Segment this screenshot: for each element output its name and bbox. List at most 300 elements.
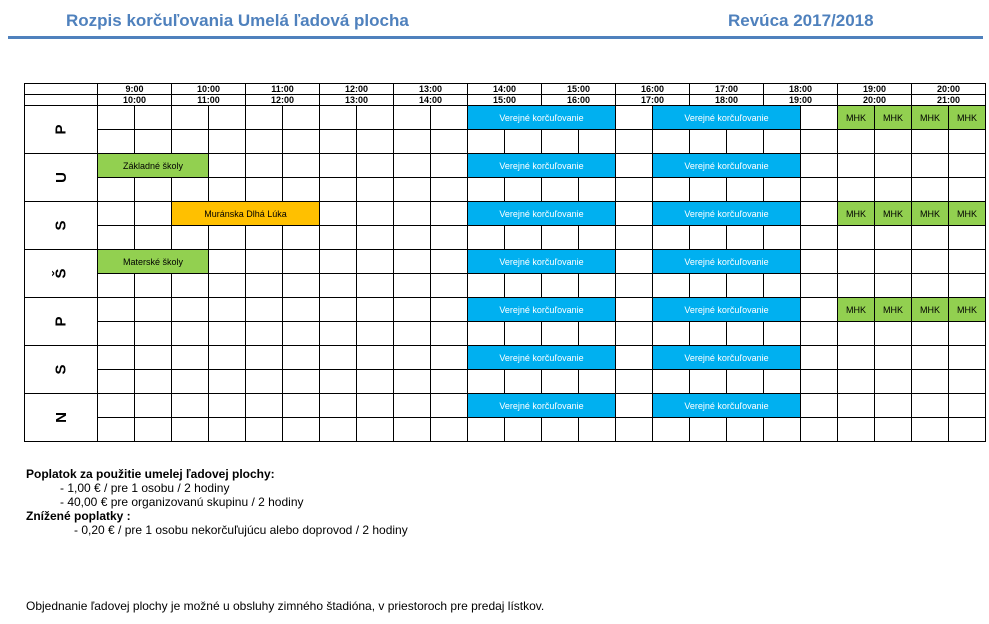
empty-slot [209, 154, 246, 178]
empty-slot [283, 346, 320, 370]
fee-item: - 40,00 € pre organizovanú skupinu / 2 hodiny [60, 495, 304, 509]
empty-slot [246, 154, 283, 178]
empty-slot [801, 178, 838, 202]
empty-slot [801, 274, 838, 298]
empty-slot [246, 130, 283, 154]
day-label-cell [25, 394, 98, 442]
empty-slot [616, 370, 653, 394]
empty-slot [172, 226, 209, 250]
empty-slot [135, 346, 172, 370]
empty-slot [579, 322, 616, 346]
empty-slot [283, 250, 320, 274]
day-subrow [25, 370, 986, 394]
time-end-label: 11:00 [172, 95, 246, 106]
empty-slot [505, 322, 542, 346]
public-skating-block: Verejné korčuľovanie [653, 106, 801, 130]
empty-slot [838, 130, 875, 154]
empty-slot [357, 250, 394, 274]
empty-slot [172, 130, 209, 154]
reduced-heading: Znížené poplatky : [26, 509, 131, 523]
empty-slot [209, 274, 246, 298]
empty-slot [283, 154, 320, 178]
empty-slot [394, 322, 431, 346]
time-start-label: 20:00 [912, 84, 986, 95]
empty-slot [616, 250, 653, 274]
empty-slot [209, 418, 246, 442]
time-end-label: 10:00 [98, 95, 172, 106]
time-end-label: 19:00 [764, 95, 838, 106]
empty-slot [172, 370, 209, 394]
empty-slot [172, 418, 209, 442]
time-start-row [25, 84, 986, 95]
empty-slot [616, 394, 653, 418]
empty-slot [727, 178, 764, 202]
empty-slot [727, 322, 764, 346]
empty-slot [468, 178, 505, 202]
empty-slot [838, 346, 875, 370]
empty-slot [912, 322, 949, 346]
empty-slot [727, 274, 764, 298]
empty-slot [616, 418, 653, 442]
time-end-label: 13:00 [320, 95, 394, 106]
empty-slot [98, 394, 135, 418]
empty-slot [579, 370, 616, 394]
empty-slot [838, 322, 875, 346]
empty-slot [357, 154, 394, 178]
empty-slot [209, 178, 246, 202]
empty-slot [320, 322, 357, 346]
schedule-table [24, 83, 986, 442]
empty-slot [320, 394, 357, 418]
time-end-label: 14:00 [394, 95, 468, 106]
empty-slot [320, 250, 357, 274]
fee-notes [26, 467, 408, 537]
empty-slot [579, 418, 616, 442]
day-subrow [25, 178, 986, 202]
empty-slot [135, 370, 172, 394]
empty-slot [875, 250, 912, 274]
empty-slot [172, 346, 209, 370]
reduced-fee-item: - 0,20 € / pre 1 osobu nekorčuľujúcu alebo doprovod / 2 hodiny [74, 523, 408, 537]
empty-slot [431, 178, 468, 202]
empty-slot [542, 418, 579, 442]
empty-slot [357, 178, 394, 202]
fee-item: - 1,00 € / pre 1 osobu / 2 hodiny [60, 481, 230, 495]
empty-slot [801, 154, 838, 178]
empty-slot [394, 370, 431, 394]
empty-slot [505, 418, 542, 442]
empty-slot [468, 322, 505, 346]
empty-slot [801, 322, 838, 346]
empty-slot [949, 154, 986, 178]
empty-slot [209, 346, 246, 370]
empty-slot [949, 394, 986, 418]
empty-slot [283, 394, 320, 418]
public-skating-block: Verejné korčuľovanie [653, 250, 801, 274]
empty-slot [172, 106, 209, 130]
empty-slot [505, 130, 542, 154]
empty-slot [357, 130, 394, 154]
day-subrow [25, 322, 986, 346]
day-label-cell [25, 250, 98, 298]
public-skating-block: Verejné korčuľovanie [468, 250, 616, 274]
kindergartens-block: Materské školy [98, 250, 209, 274]
empty-slot [246, 178, 283, 202]
empty-slot [727, 130, 764, 154]
empty-slot [653, 130, 690, 154]
empty-slot [246, 226, 283, 250]
empty-slot [505, 226, 542, 250]
mhk-block: MHK [949, 202, 986, 226]
elementary-schools-block: Základné školy [98, 154, 209, 178]
public-skating-block: Verejné korčuľovanie [468, 394, 616, 418]
empty-slot [912, 394, 949, 418]
mhk-block: MHK [875, 298, 912, 322]
empty-slot [98, 322, 135, 346]
empty-slot [838, 370, 875, 394]
empty-slot [209, 250, 246, 274]
mhk-block: MHK [838, 202, 875, 226]
mhk-block: MHK [838, 106, 875, 130]
empty-slot [394, 394, 431, 418]
public-skating-block: Verejné korčuľovanie [653, 298, 801, 322]
empty-slot [431, 250, 468, 274]
day-subrow [25, 274, 986, 298]
mhk-block: MHK [912, 202, 949, 226]
day-label: S [52, 220, 70, 231]
time-end-label: 15:00 [468, 95, 542, 106]
empty-slot [949, 178, 986, 202]
empty-slot [653, 178, 690, 202]
day-label-cell [25, 106, 98, 154]
fee-heading: Poplatok za použitie umelej ľadovej plochy: [26, 467, 275, 481]
day-row [25, 346, 986, 370]
empty-slot [616, 154, 653, 178]
empty-slot [172, 322, 209, 346]
empty-slot [98, 106, 135, 130]
empty-slot [320, 154, 357, 178]
empty-slot [764, 418, 801, 442]
empty-slot [949, 250, 986, 274]
empty-slot [431, 154, 468, 178]
empty-slot [468, 274, 505, 298]
empty-slot [616, 130, 653, 154]
empty-slot [357, 370, 394, 394]
empty-slot [875, 322, 912, 346]
time-start-label: 16:00 [616, 84, 690, 95]
page-title: Rozpis korčuľovania Umelá ľadová plocha [66, 11, 409, 30]
time-start-label: 18:00 [764, 84, 838, 95]
time-end-label: 20:00 [838, 95, 912, 106]
empty-slot [357, 298, 394, 322]
empty-slot [135, 130, 172, 154]
empty-slot [468, 130, 505, 154]
empty-slot [690, 322, 727, 346]
empty-slot [283, 298, 320, 322]
day-row [25, 250, 986, 274]
empty-slot [320, 346, 357, 370]
empty-slot [653, 226, 690, 250]
empty-slot [875, 394, 912, 418]
empty-slot [912, 154, 949, 178]
day-subrow [25, 226, 986, 250]
empty-slot [949, 418, 986, 442]
empty-slot [135, 298, 172, 322]
empty-slot [431, 130, 468, 154]
empty-slot [283, 226, 320, 250]
empty-slot [912, 178, 949, 202]
empty-slot [98, 298, 135, 322]
empty-slot [690, 370, 727, 394]
time-end-row [25, 95, 986, 106]
empty-slot [616, 346, 653, 370]
time-start-label: 15:00 [542, 84, 616, 95]
empty-slot [838, 154, 875, 178]
empty-slot [320, 130, 357, 154]
empty-slot [394, 250, 431, 274]
mhk-block: MHK [838, 298, 875, 322]
empty-slot [801, 106, 838, 130]
empty-slot [431, 370, 468, 394]
empty-slot [246, 394, 283, 418]
empty-slot [579, 130, 616, 154]
empty-slot [690, 178, 727, 202]
empty-slot [764, 370, 801, 394]
empty-slot [394, 298, 431, 322]
empty-slot [246, 322, 283, 346]
empty-slot [542, 370, 579, 394]
empty-slot [394, 226, 431, 250]
empty-slot [912, 346, 949, 370]
empty-slot [838, 226, 875, 250]
empty-slot [616, 322, 653, 346]
day-subrow [25, 130, 986, 154]
empty-slot [431, 346, 468, 370]
empty-slot [875, 154, 912, 178]
muranska-dlha-luka-block: Muránska Dlhá Lúka [172, 202, 320, 226]
day-label: S [52, 364, 70, 375]
empty-slot [838, 250, 875, 274]
day-label: N [52, 412, 70, 423]
time-start-label: 17:00 [690, 84, 764, 95]
empty-slot [394, 178, 431, 202]
empty-slot [616, 298, 653, 322]
empty-slot [764, 274, 801, 298]
empty-slot [320, 202, 357, 226]
empty-slot [320, 298, 357, 322]
empty-slot [801, 226, 838, 250]
empty-slot [98, 418, 135, 442]
empty-slot [320, 106, 357, 130]
empty-slot [801, 370, 838, 394]
time-start-label: 13:00 [394, 84, 468, 95]
empty-slot [949, 322, 986, 346]
empty-slot [653, 322, 690, 346]
empty-slot [209, 394, 246, 418]
empty-slot [801, 394, 838, 418]
empty-slot [542, 322, 579, 346]
empty-slot [912, 250, 949, 274]
empty-slot [283, 130, 320, 154]
empty-slot [616, 106, 653, 130]
corner-cell [25, 95, 98, 106]
time-end-label: 21:00 [912, 95, 986, 106]
empty-slot [135, 202, 172, 226]
page-header [8, 8, 983, 39]
empty-slot [912, 418, 949, 442]
empty-slot [653, 274, 690, 298]
empty-slot [949, 130, 986, 154]
empty-slot [394, 106, 431, 130]
empty-slot [357, 394, 394, 418]
public-skating-block: Verejné korčuľovanie [653, 202, 801, 226]
empty-slot [542, 274, 579, 298]
empty-slot [431, 106, 468, 130]
day-label-cell [25, 298, 98, 346]
empty-slot [246, 370, 283, 394]
day-label: U [52, 172, 70, 183]
public-skating-block: Verejné korčuľovanie [468, 202, 616, 226]
empty-slot [875, 346, 912, 370]
empty-slot [764, 178, 801, 202]
empty-slot [616, 202, 653, 226]
empty-slot [135, 274, 172, 298]
empty-slot [801, 346, 838, 370]
empty-slot [912, 370, 949, 394]
empty-slot [357, 274, 394, 298]
time-start-label: 19:00 [838, 84, 912, 95]
time-end-label: 12:00 [246, 95, 320, 106]
empty-slot [468, 418, 505, 442]
empty-slot [616, 178, 653, 202]
empty-slot [690, 274, 727, 298]
empty-slot [431, 418, 468, 442]
corner-cell [25, 84, 98, 95]
empty-slot [394, 274, 431, 298]
empty-slot [394, 154, 431, 178]
empty-slot [949, 370, 986, 394]
empty-slot [357, 106, 394, 130]
empty-slot [431, 298, 468, 322]
empty-slot [912, 274, 949, 298]
public-skating-block: Verejné korčuľovanie [468, 154, 616, 178]
empty-slot [801, 418, 838, 442]
empty-slot [209, 130, 246, 154]
empty-slot [468, 370, 505, 394]
empty-slot [801, 130, 838, 154]
empty-slot [431, 202, 468, 226]
empty-slot [246, 274, 283, 298]
empty-slot [690, 226, 727, 250]
place-season: Revúca 2017/2018 [728, 11, 874, 30]
empty-slot [838, 418, 875, 442]
empty-slot [209, 106, 246, 130]
mhk-block: MHK [949, 298, 986, 322]
empty-slot [246, 418, 283, 442]
empty-slot [690, 418, 727, 442]
empty-slot [172, 298, 209, 322]
day-row [25, 154, 986, 178]
empty-slot [690, 130, 727, 154]
day-row [25, 394, 986, 418]
empty-slot [283, 370, 320, 394]
empty-slot [912, 130, 949, 154]
empty-slot [135, 226, 172, 250]
empty-slot [283, 322, 320, 346]
empty-slot [949, 346, 986, 370]
time-start-label: 10:00 [172, 84, 246, 95]
day-label-cell [25, 346, 98, 394]
empty-slot [875, 274, 912, 298]
empty-slot [431, 226, 468, 250]
day-subrow [25, 418, 986, 442]
empty-slot [98, 346, 135, 370]
empty-slot [394, 346, 431, 370]
empty-slot [431, 394, 468, 418]
empty-slot [320, 418, 357, 442]
empty-slot [616, 274, 653, 298]
empty-slot [505, 178, 542, 202]
mhk-block: MHK [875, 106, 912, 130]
booking-note: Objednanie ľadovej plochy je možné u obsluhy zimného štadióna, v priestoroch pre predaj lístkov. [26, 599, 545, 613]
public-skating-block: Verejné korčuľovanie [653, 154, 801, 178]
empty-slot [209, 322, 246, 346]
empty-slot [357, 418, 394, 442]
empty-slot [246, 298, 283, 322]
empty-slot [764, 226, 801, 250]
empty-slot [764, 322, 801, 346]
time-start-label: 11:00 [246, 84, 320, 95]
time-start-label: 14:00 [468, 84, 542, 95]
public-skating-block: Verejné korčuľovanie [468, 106, 616, 130]
empty-slot [209, 370, 246, 394]
empty-slot [764, 130, 801, 154]
empty-slot [209, 226, 246, 250]
empty-slot [283, 274, 320, 298]
empty-slot [875, 226, 912, 250]
empty-slot [505, 370, 542, 394]
time-end-label: 17:00 [616, 95, 690, 106]
mhk-block: MHK [912, 298, 949, 322]
empty-slot [135, 394, 172, 418]
empty-slot [912, 226, 949, 250]
empty-slot [172, 394, 209, 418]
day-label: P [52, 316, 70, 327]
empty-slot [135, 106, 172, 130]
empty-slot [875, 418, 912, 442]
empty-slot [320, 274, 357, 298]
public-skating-block: Verejné korčuľovanie [468, 346, 616, 370]
empty-slot [838, 274, 875, 298]
empty-slot [875, 178, 912, 202]
empty-slot [98, 178, 135, 202]
empty-slot [246, 106, 283, 130]
empty-slot [98, 274, 135, 298]
empty-slot [542, 178, 579, 202]
empty-slot [209, 298, 246, 322]
empty-slot [431, 274, 468, 298]
empty-slot [838, 178, 875, 202]
time-start-label: 12:00 [320, 84, 394, 95]
empty-slot [875, 370, 912, 394]
empty-slot [135, 178, 172, 202]
day-label: Š [52, 268, 70, 279]
empty-slot [135, 418, 172, 442]
empty-slot [875, 130, 912, 154]
empty-slot [172, 274, 209, 298]
empty-slot [394, 130, 431, 154]
empty-slot [320, 178, 357, 202]
